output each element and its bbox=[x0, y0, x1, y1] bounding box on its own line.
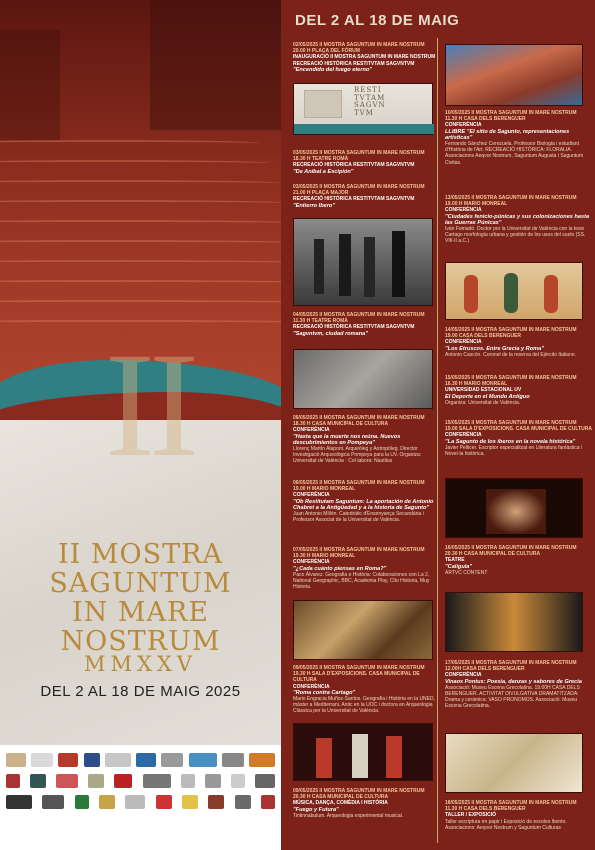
entry-description: Juan Antonio Millón. Catedràtic d'Ensenyança Secundària i Professor Associat de la Universitat de València. bbox=[293, 511, 424, 524]
entry-type: CONFERÈNCIA bbox=[293, 683, 330, 690]
entry-subtitle: "Ciudades fenicio-púnicas y sus colonizaciones hasta las Guerras Púnicas" bbox=[445, 213, 590, 226]
entry-subtitle: "Entierro Ibero" bbox=[293, 202, 335, 209]
program-entry bbox=[293, 312, 441, 337]
sponsor-logo bbox=[88, 774, 104, 788]
sponsor-logo bbox=[231, 774, 245, 788]
sponsor-logo bbox=[181, 774, 195, 788]
program-entry bbox=[293, 150, 441, 175]
etruscan-fresco-photo bbox=[445, 262, 583, 320]
entry-type: UNIVERSIDAD ESTACIONAL UV bbox=[445, 387, 522, 394]
entry-subtitle: Vinaos Pontus: Poesia, danzas y sabores de Grecia bbox=[445, 678, 582, 685]
program-entry bbox=[293, 480, 441, 523]
entry-type: CONFERÈNCIA bbox=[445, 207, 482, 214]
entry-subtitle: LLIBRE "El sitio de Sagunto, representaciones artísticas" bbox=[445, 128, 570, 141]
entry-heading: 06/05/2025 II MOSTRA SAGUNTUM IN MARE NOSTRUM bbox=[293, 480, 425, 486]
entry-venue: 20.30 H CASA MUNICIPAL DE CULTURA bbox=[293, 794, 389, 801]
sponsor-logo bbox=[6, 774, 20, 788]
entry-heading: 13/05/2025 II MOSTRA SAGUNTUM IN MARE NOSTRUM bbox=[445, 195, 577, 201]
entry-venue: 19.30 H SALA D'EXPOSICIONS. CASA MUNICIPAL DE CULTURA bbox=[293, 671, 420, 684]
entry-venue: 21.00 H PLAÇA MAJOR bbox=[293, 190, 349, 197]
program-entry bbox=[445, 545, 593, 576]
entry-description: Fernando Sánchez Cerezuela. Professor Biologia i estudiant d'Història de l'Art. RECREACIÓ HISTÒRICA: FLORALIA. Associacions Aeqvor Nostrum, Saguntum Augusta i Saguntum Civitas. bbox=[445, 141, 584, 166]
greek-vase-photo bbox=[445, 592, 583, 652]
entry-heading: 10/05/2025 II MOSTRA SAGUNTUM IN MARE NOSTRUM bbox=[445, 110, 577, 116]
entry-description: Taller escriptura en papir i Exposició de escoles lbonto. Associacions: Aeqvor Nostrum y Saguntum Culturas bbox=[445, 818, 567, 831]
program-entry bbox=[293, 184, 441, 209]
entry-subtitle: "¿Cada cuánto piensas en Roma?" bbox=[293, 565, 387, 572]
program-entry bbox=[293, 665, 441, 715]
program-entry bbox=[445, 327, 593, 358]
entry-venue: 20.30 H CASA MUNICIPAL DE CULTURA bbox=[445, 551, 541, 558]
sponsor-logo bbox=[31, 753, 53, 767]
entry-heading: 14/05/2025 II MOSTRA SAGUNTUM IN MARE NOSTRUM bbox=[445, 327, 577, 333]
sponsor-logo bbox=[58, 753, 78, 767]
inscription-line: RESTI bbox=[354, 86, 382, 94]
sponsor-logo bbox=[249, 753, 275, 767]
sponsor-logo bbox=[156, 795, 172, 809]
entry-type: TALLER / EXPOSICIÓ bbox=[445, 812, 497, 819]
sponsor-logo bbox=[255, 774, 275, 788]
entry-type: CONFERÈNCIA bbox=[445, 339, 482, 346]
event-title-line: SAGUNTUM bbox=[49, 568, 232, 599]
entry-subtitle: "Hasta que la muerte nos reúna. Nuevos descubrimientos en Pompeya" bbox=[293, 433, 401, 446]
entry-type: CONFERÈNCIA bbox=[445, 122, 482, 129]
inscription-line: TVM bbox=[354, 108, 374, 117]
program-entry bbox=[445, 375, 593, 406]
entry-description: ARTVC CONTENT bbox=[445, 569, 488, 576]
entry-description: Javier Pellicer. Escriptor especialitzat en Literatura fantàstica i Novel·la històrica. bbox=[445, 444, 583, 458]
entry-venue: 19.00 CASA DELS BERENGUER bbox=[445, 333, 521, 340]
event-dates: DEL 2 AL 18 DE MAIG 2025 bbox=[40, 683, 241, 700]
entry-venue: 11.30 H TEATRE ROMÀ bbox=[293, 318, 348, 325]
entry-type: CONFERÈNCIA bbox=[445, 432, 482, 439]
sponsor-logo bbox=[99, 795, 115, 809]
sponsor-logo bbox=[75, 795, 89, 809]
entry-heading: 03/05/2025 II MOSTRA SAGUNTUM IN MARE NOSTRUM bbox=[293, 184, 425, 190]
event-title bbox=[0, 540, 281, 656]
entry-venue: 18.30 H TEATRE ROMÀ bbox=[293, 156, 349, 163]
entry-heading: 17/05/2025 II MOSTRA SAGUNTUM IN MARE NOSTRUM bbox=[445, 660, 577, 666]
excavation-photo bbox=[293, 349, 433, 409]
battle-painting-photo bbox=[293, 600, 433, 660]
entry-heading: 09/05/2025 II MOSTRA SAGUNTUM IN MARE NOSTRUM bbox=[293, 665, 425, 671]
entry-heading: 07/05/2025 II MOSTRA SAGUNTUM IN MARE NOSTRUM bbox=[293, 547, 425, 553]
event-title-line: IN MARE bbox=[71, 597, 210, 628]
event-title-line: II MOSTRA bbox=[57, 539, 224, 570]
entry-venue: 12.00H CASA DELS BERENGUER bbox=[445, 666, 525, 673]
entry-heading: 06/05/2025 II MOSTRA SAGUNTUM IN MARE NOSTRUM bbox=[293, 415, 425, 421]
sponsor-logo bbox=[205, 774, 221, 788]
sponsor-logo bbox=[42, 795, 64, 809]
event-year-roman: MMXXV bbox=[83, 652, 198, 676]
entry-type: CONFERÈNCIA bbox=[293, 427, 330, 434]
entry-heading: 03/05/2025 II MOSTRA SAGUNTUM IN MARE NOSTRUM bbox=[293, 150, 425, 156]
reenactment-photo bbox=[293, 218, 433, 306]
entry-subtitle: El Deporte en el Mundo Antiguo bbox=[445, 393, 530, 400]
papyrus-workshop-photo bbox=[445, 733, 583, 793]
inscription-photo bbox=[293, 83, 433, 135]
program-entry bbox=[445, 800, 593, 831]
sponsor-logos bbox=[0, 745, 281, 850]
inscription-line: SAGVN bbox=[354, 101, 386, 109]
entry-subtitle: "Fuego y Futura" bbox=[293, 806, 339, 813]
sponsor-logo bbox=[235, 795, 251, 809]
entry-subtitle: "La Sagunto de los íberos en la novela histórica" bbox=[445, 438, 576, 445]
entry-type: RECREACIÓ HISTÒRICA RESTITVTAM SAGVNTVM bbox=[293, 162, 415, 169]
program-entry bbox=[445, 420, 593, 457]
entry-description: Associació: Museu Escena Grecolatina. 19.00H CASA DELS BERENGUER. ACTIVITAT DIVULGATIVA DRAMATITZADA: Drama y cerámica: VASO PRONOMOS. Associació: Museu Escena Grecolatina. bbox=[445, 684, 580, 710]
program-dates-header: DEL 2 AL 18 DE MAIG bbox=[295, 12, 460, 29]
entry-venue: 18.30 H CASA MUNICIPAL DE CULTURA bbox=[293, 421, 389, 428]
entry-heading: 04/05/2025 II MOSTRA SAGUNTUM IN MARE NOSTRUM bbox=[293, 312, 425, 318]
entry-description: Tintinnabulum. Arqueologia experimental musical. bbox=[293, 812, 404, 819]
sponsor-logo bbox=[56, 774, 78, 788]
entry-subtitle: "Ob Restitutam Saguntum: La aportación de Antonio Chabret a la Antigüedad y a la historia de Sagunto" bbox=[293, 498, 434, 511]
sponsor-logo bbox=[105, 753, 131, 767]
entry-subtitle: "Los Etruscos. Entre Grecia y Roma" bbox=[445, 345, 544, 352]
large-roman-numeral: II bbox=[105, 322, 193, 488]
entry-venue: 16.30 H MARIO MONREAL bbox=[445, 381, 508, 388]
program-entry bbox=[293, 547, 441, 590]
inscription-line: TVTAM bbox=[354, 93, 386, 102]
entry-description: Paco Álvarez. Geografia e Història: Colaboraciones con La 2, National Geographic, BBC, Academia Play, Clío Historia, Muy Historia. bbox=[293, 571, 430, 591]
entry-description: Organiza: Universitat de València. bbox=[445, 399, 521, 406]
program-entry bbox=[445, 660, 593, 710]
entry-type: INAUGURACIÓ II MOSTRA SAGUNTUM IN MARE NOSTRUM bbox=[293, 54, 436, 61]
entry-subtitle: "Encendido del fuego eterno" bbox=[293, 66, 372, 73]
entry-type: MÚSICA, DANÇA, COMÈDIA I HISTÒRIA bbox=[293, 800, 388, 807]
sponsor-logo bbox=[136, 753, 156, 767]
sponsor-logo bbox=[222, 753, 244, 767]
music-performance-photo bbox=[293, 723, 433, 781]
entry-type: TEATRE bbox=[445, 557, 465, 564]
entry-type: CONFERÈNCIA bbox=[293, 492, 330, 499]
sponsor-logo bbox=[143, 774, 171, 788]
entry-heading: 15/05/2025 II MOSTRA SAGUNTUM IN MARE NOSTRUM bbox=[445, 420, 577, 426]
entry-heading: 18/05/2025 II MOSTRA SAGUNTUM IN MARE NOSTRUM bbox=[445, 800, 577, 806]
program-entry bbox=[293, 788, 441, 819]
entry-heading: 16/05/2025 II MOSTRA SAGUNTUM IN MARE NOSTRUM bbox=[445, 545, 577, 551]
sponsor-logo bbox=[125, 795, 145, 809]
program-entry bbox=[293, 42, 441, 73]
entry-type: CONFERÈNCIA bbox=[445, 672, 482, 679]
entry-description: Llorenç Martín Alapont. Arqueòleg y Antropòleg. Director Investigació Arqueològica Pompeya para la UV. Organiza: Universitat de València · Col·labora: Nautilus bbox=[293, 446, 422, 465]
entry-subtitle: "De Aníbal a Escipión" bbox=[293, 168, 354, 175]
sponsor-logo bbox=[161, 753, 183, 767]
entry-subtitle: "Roma contra Cartago" bbox=[293, 689, 356, 696]
entry-venue: 11.30 H CASA DELS BERENGUER bbox=[445, 116, 526, 123]
sponsor-logo bbox=[6, 795, 32, 809]
entry-type: RECREACIÓ HISTÒRICA RESTITVTAM SAGVNTVM bbox=[293, 196, 415, 203]
entry-subtitle: "Sagvntvm, ciudad romana" bbox=[293, 330, 368, 337]
sponsor-logo bbox=[6, 753, 26, 767]
entry-venue: 19.00 SALA D'EXPOSICIONS. CASA MUNICIPAL DE CULTURA bbox=[445, 426, 592, 433]
entry-subtitle: "Calígula" bbox=[445, 563, 473, 570]
theatre-actor-photo bbox=[445, 478, 583, 538]
entry-type: CONFERÈNCIA bbox=[293, 559, 330, 566]
poster-left-panel bbox=[0, 0, 281, 850]
event-title-line: NOSTRUM bbox=[60, 626, 221, 657]
entry-venue: 19.00 H MARIO MONREAL bbox=[445, 201, 508, 208]
sponsor-logo bbox=[208, 795, 224, 809]
entry-venue: 11.30 H CASA DELS BERENGUER bbox=[445, 806, 526, 813]
entry-type: RECREACIÓ HISTÒRICA RESTITVTAM SAGVNTVM bbox=[293, 324, 415, 331]
entry-heading: 09/05/2025 II MOSTRA SAGUNTUM IN MARE NOSTRUM bbox=[293, 788, 425, 794]
entry-description: Antonio Cascón. Coronel de la reserva del Ejército Italiano. bbox=[445, 351, 576, 358]
entry-venue: 19.30 H MARIO MONREAL bbox=[293, 553, 356, 560]
program-entry bbox=[445, 195, 593, 245]
siege-painting-photo bbox=[445, 44, 583, 106]
entry-description: Mario Engracia Muñoz-Santos. Geografia i Història en la UNED, màster a Mediterrani. Antic en la UOC i doctora en Arqueologia Clàssica per la Universitat de València. bbox=[293, 696, 436, 715]
entry-description: Iván Fumadó. Doctor por la Universitat de València con la tesis Cartago morfología urbana y gestión de los usos del suelo (SS. VIII-II a.C.) bbox=[445, 226, 586, 245]
sponsor-logo bbox=[30, 774, 46, 788]
entry-heading: 02/05/2025 II MOSTRA SAGUNTUM IN MARE NOSTRUM bbox=[293, 42, 425, 48]
entry-heading: 15/05/2025 II MOSTRA SAGUNTUM IN MARE NOSTRUM bbox=[445, 375, 577, 381]
sponsor-logo bbox=[114, 774, 132, 788]
entry-venue: 19.00 H MARIO MONREAL bbox=[293, 486, 356, 493]
sponsor-logo bbox=[182, 795, 198, 809]
sponsor-logo bbox=[189, 753, 217, 767]
sponsor-logo bbox=[261, 795, 275, 809]
program-entry bbox=[445, 110, 593, 166]
entry-venue: 20.00 H PLAÇA DEL FÒRUM bbox=[293, 48, 360, 55]
sponsor-logo bbox=[84, 753, 100, 767]
entry-category: RECREACIÓ HISTÒRICA RESTITVTAM SAGVNTVM bbox=[293, 60, 415, 67]
program-entry bbox=[293, 415, 441, 465]
